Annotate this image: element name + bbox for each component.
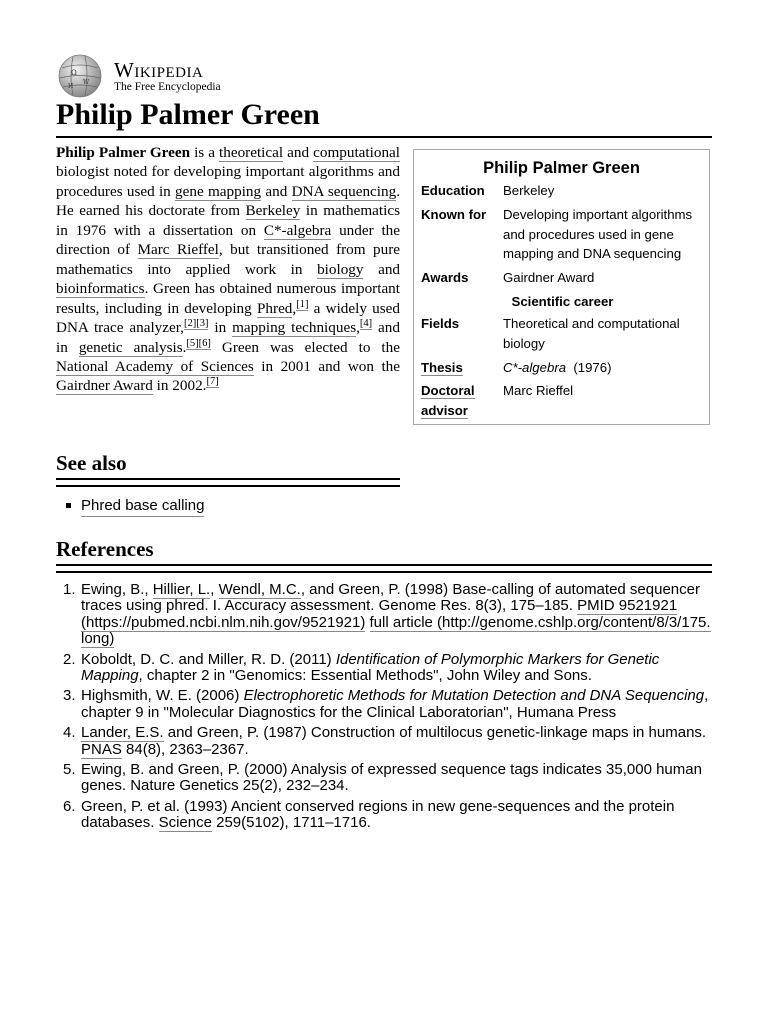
text: biologist noted for developing important algorithms and procedures used in	[56, 163, 400, 200]
citation-6[interactable]: [6]	[198, 337, 211, 349]
link-theoretical[interactable]: theoretical	[219, 144, 284, 161]
text: , chapter 9 in "Molecular Diagnostics for the Clinical Laboratorian", Humana Press	[81, 687, 709, 721]
infobox-value: Marc Rieffel	[503, 383, 574, 398]
wordmark: Wikipedia	[114, 57, 204, 82]
tagline: The Free Encyclopedia	[114, 80, 221, 93]
link-genetic-analysis[interactable]: genetic analysis	[78, 338, 183, 356]
link-hillier[interactable]: Hillier, L.	[152, 581, 211, 598]
text: 84(8), 2363–2367.	[121, 740, 249, 758]
link-mapping-techniques[interactable]: mapping techniques	[232, 319, 357, 337]
text: Highsmith, W. E. (2006)	[81, 687, 244, 705]
link-wendl[interactable]: Wendl, M.C.	[218, 581, 301, 598]
infobox-value	[503, 358, 708, 378]
infobox-label: Education	[421, 183, 485, 198]
title-rule	[56, 136, 712, 138]
link-advisor[interactable]: advisor	[421, 402, 468, 418]
link-pmid[interactable]: PMID 9521921 (https://pubmed.ncbi.nlm.nih.gov/9521921)	[81, 597, 678, 631]
reference-number: 1.	[63, 581, 76, 598]
text	[365, 614, 369, 631]
infobox-value: Theoretical and computational biology	[503, 316, 680, 351]
text: in	[208, 319, 233, 337]
text: and	[363, 260, 401, 278]
text: Electrophoretic Methods for Mutation Detection and DNA Sequencing	[243, 687, 705, 705]
heading-rule	[56, 564, 712, 566]
infobox-title: Philip Palmer Green	[483, 159, 640, 177]
text: and in	[56, 319, 400, 356]
heading-rule	[56, 478, 400, 480]
text: . He earned his doctorate from	[56, 182, 400, 220]
link-biology[interactable]: biology	[317, 260, 364, 278]
link-marc-rieffel[interactable]: Marc Rieffel	[137, 241, 219, 259]
link-science[interactable]: Science	[158, 814, 212, 832]
infobox-label: Fields	[421, 316, 460, 331]
link-gairdner-award[interactable]: Gairdner Award	[56, 377, 153, 395]
text: and	[261, 182, 292, 200]
citation-3[interactable]: [3]	[196, 318, 209, 330]
link-dna-sequencing[interactable]: DNA sequencing	[291, 182, 397, 200]
text: Green, P. et al. (1993) Ancient conserved regions in new gene-sequences and the protein databases.	[81, 797, 675, 832]
citation-7[interactable]: [7]	[206, 376, 219, 388]
infobox-label	[421, 358, 503, 378]
link-doctoral[interactable]: Doctoral	[421, 383, 475, 398]
references-list	[56, 582, 712, 836]
heading-rule	[56, 571, 712, 573]
text: and	[283, 144, 314, 161]
link-gene-mapping[interactable]: gene mapping	[175, 182, 262, 200]
svg-text:Ω: Ω	[71, 69, 77, 77]
text: in 2002.	[152, 377, 207, 395]
reference-item	[56, 688, 712, 721]
reference-item	[56, 582, 712, 648]
text: ,	[210, 581, 219, 598]
thesis-year: (1976)	[573, 360, 612, 375]
bullet-icon	[66, 503, 71, 508]
reference-number: 3.	[63, 687, 76, 705]
reference-item	[56, 725, 712, 758]
svg-text:И: И	[68, 83, 74, 90]
references-heading: References	[56, 537, 154, 561]
text: 259(5102), 1711–1716.	[211, 814, 371, 832]
text: , and Green, P. (1998) Base-calling of automated sequencer traces using phred. I. Accuracy assessment. Genome Res. 8(3), 175–185.	[81, 581, 700, 615]
citation-5[interactable]: [5]	[186, 337, 199, 349]
reference-number: 6.	[63, 797, 76, 815]
see-also-heading: See also	[56, 451, 127, 475]
wikipedia-logo[interactable]	[56, 54, 221, 98]
infobox-value: Developing important algorithms and procedures used in gene mapping and DNA sequencing	[503, 207, 693, 262]
text: a widely used DNA trace analyzer,	[56, 299, 400, 337]
link-pnas[interactable]: PNAS	[81, 740, 122, 758]
subject-name: Philip Palmer Green	[56, 144, 191, 161]
reference-item	[56, 762, 712, 795]
text: Ewing, B.,	[81, 581, 153, 598]
link-lander[interactable]: Lander, E.S.	[81, 724, 164, 742]
citation-2[interactable]: [2]	[183, 318, 197, 330]
link-full-article[interactable]: full article (http://genome.cshlp.org/content/8/3/175.long)	[81, 613, 711, 648]
reference-item	[56, 799, 712, 832]
thesis-title: C*-algebra	[503, 360, 567, 375]
reference-number: 5.	[63, 761, 76, 779]
puzzle-globe-icon	[56, 54, 104, 98]
text: in mathematics in 1976 with a dissertation on	[56, 202, 400, 239]
infobox-label	[421, 381, 503, 420]
text: Identification of Polymorphic Markers for Genetic Mapping	[81, 650, 660, 685]
link-bioinformatics[interactable]: bioinformatics	[56, 280, 145, 298]
link-national-academy-of-sciences[interactable]: National Academy of Sciences	[56, 357, 254, 375]
link-computational[interactable]: computational	[313, 144, 400, 161]
reference-item	[56, 652, 712, 685]
infobox-label: Awards	[421, 270, 469, 285]
text: in 2001 and won the	[253, 357, 401, 375]
link-berkeley[interactable]: Berkeley	[245, 202, 301, 220]
link-phred[interactable]: Phred	[256, 299, 293, 317]
reference-number: 4.	[63, 724, 76, 742]
citation-4[interactable]: [4]	[359, 318, 373, 330]
link-thesis[interactable]: Thesis	[421, 360, 463, 375]
text: and Green, P. (1987) Construction of multilocus genetic-linkage maps in humans.	[163, 724, 707, 742]
page-title: Philip Palmer Green	[56, 98, 320, 131]
link-c-star-algebra[interactable]: C*-algebra	[263, 221, 332, 239]
text: Koboldt, D. C. and Miller, R. D. (2011)	[81, 650, 336, 668]
infobox-section-heading: Scientific career	[511, 294, 614, 309]
text: . Green has obtained numerous important results, including in developing	[56, 280, 400, 317]
infobox-label: Known for	[421, 207, 487, 222]
text: , chapter 2 in "Genomics: Essential Methods", John Wiley and Sons.	[138, 667, 592, 685]
text: , but transitioned from pure mathematics into applied work in	[56, 241, 401, 278]
reference-number: 2.	[63, 650, 76, 668]
text: is a	[190, 144, 220, 161]
text: under the direction of	[56, 221, 400, 259]
text: Ewing, B. and Green, P. (2000) Analysis of expressed sequence tags indicates 35,000 human genes. Nature Genetics 25(2), 232–234.	[81, 761, 702, 795]
text: Green was elected to the	[210, 338, 400, 356]
citation-1[interactable]: [1]	[296, 298, 309, 310]
svg-text:W: W	[83, 79, 90, 86]
lead-paragraph: Philip Palmer Green is a theoretical and computational biologist noted for developing important algorithms and procedures used in gene mapping and DNA sequencing. He earned his doctorate from Berkeley in mathematics in 1976 with a dissertation on C*-algebra under the direction of Marc Rieffel, but transitioned from pure mathematics into applied work in biology and bioinformatics. Green has obtained numerous important results, including in developing Phred,[1] a widely used DNA trace analyzer,[2][3] in mapping techniques,[4] and in genetic analysis.[5][6] Green was elected to the National Academy of Sciences in 2001 and won the Gairdner Award in 2002.[7]	[56, 144, 401, 395]
link-phred-base-calling[interactable]: Phred base calling	[81, 496, 204, 517]
infobox-value: Berkeley	[503, 183, 555, 198]
infobox	[413, 149, 710, 425]
heading-rule	[56, 485, 400, 487]
infobox-value: Gairdner Award	[503, 270, 595, 285]
